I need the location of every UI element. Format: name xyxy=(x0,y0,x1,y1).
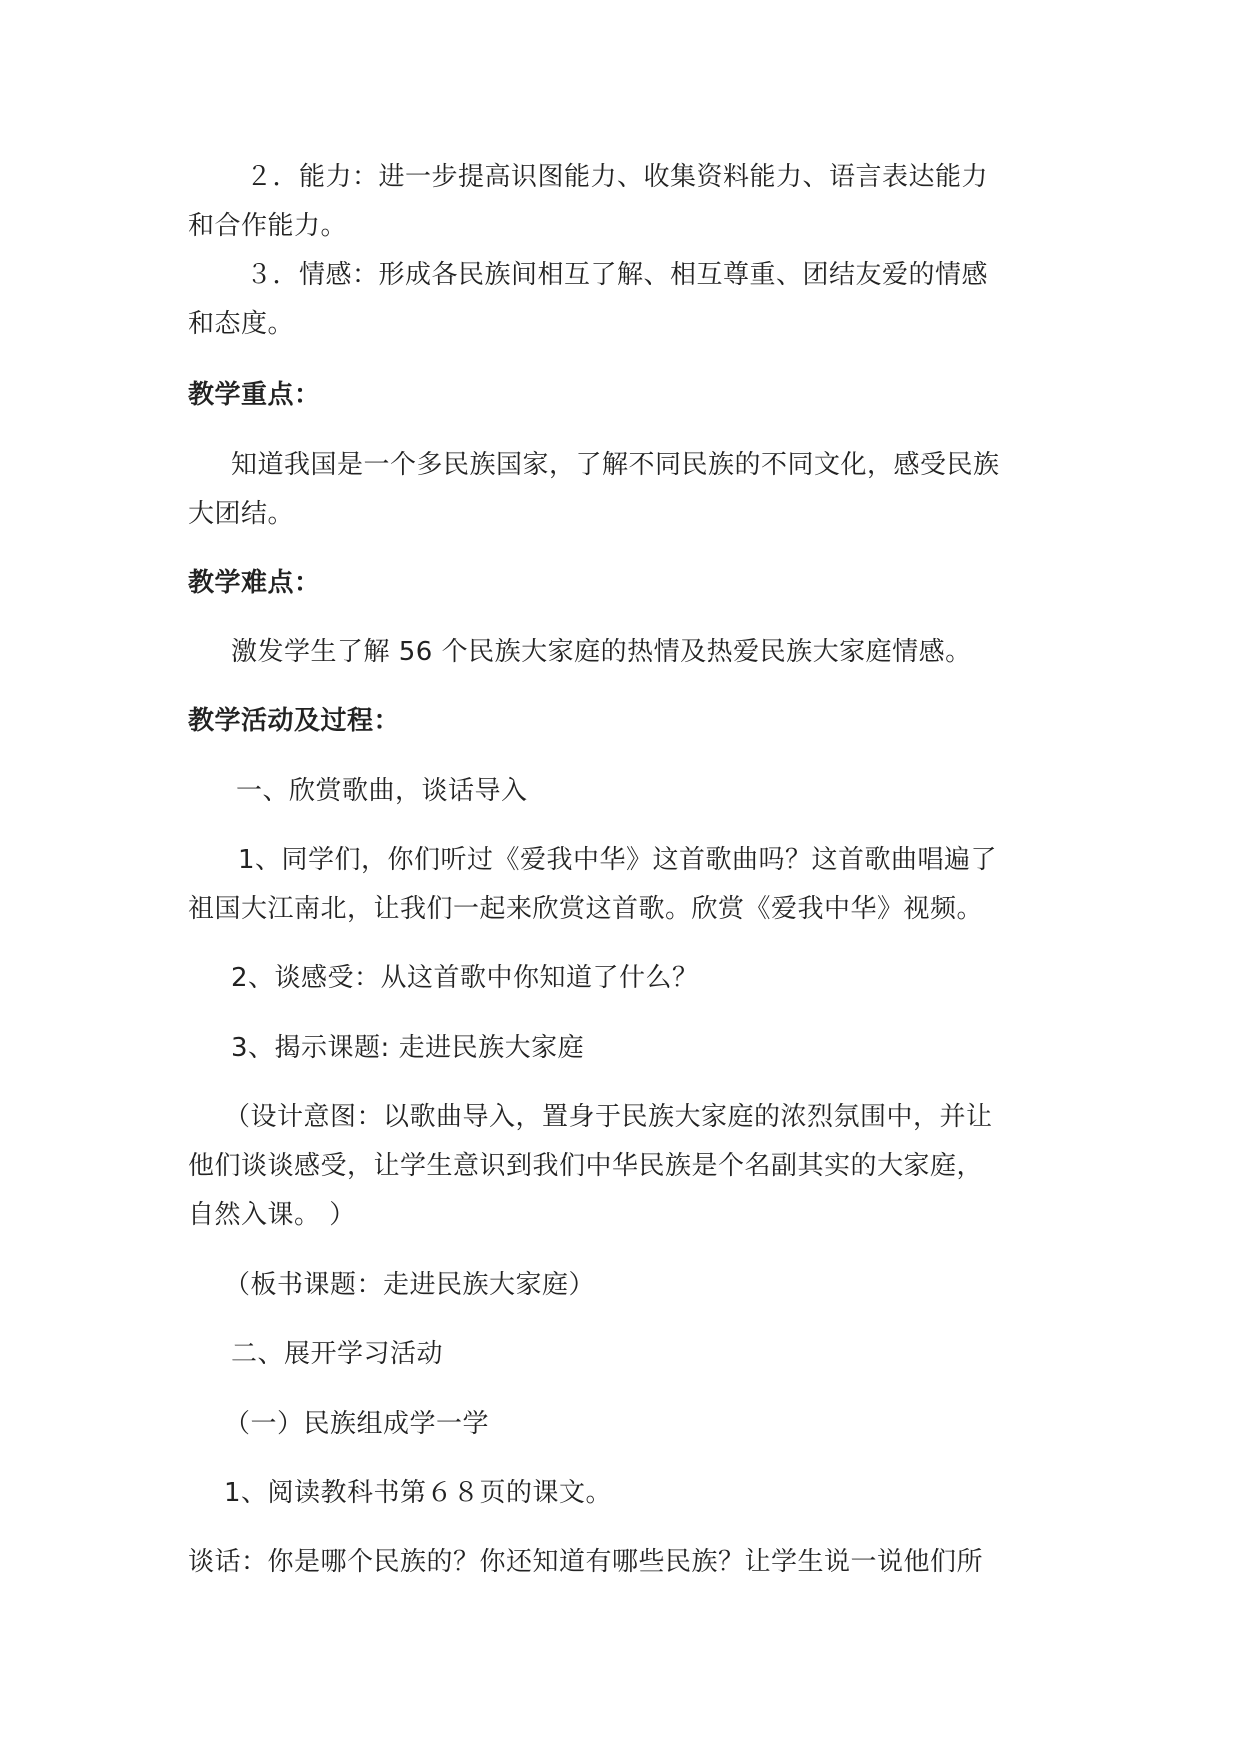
design-intent-line-1: （设计意图：以歌曲导入，置身于民族大家庭的浓烈氛围中，并让 xyxy=(224,1102,993,1132)
design-intent-line-2: 他们谈谈感受，让学生意识到我们中华民族是个名副其实的大家庭， xyxy=(188,1151,984,1181)
design-intent-line-3: 自然入课。 ） xyxy=(188,1200,356,1230)
key-points-line-2: 大团结。 xyxy=(188,499,295,529)
step-one-title: 一、欣赏歌曲，谈话导入 xyxy=(236,776,528,806)
section-one-title: （一）民族组成学一学 xyxy=(224,1409,490,1439)
board-title-note: （板书课题：走进民族大家庭） xyxy=(224,1270,596,1300)
process-heading: 教学活动及过程： xyxy=(188,706,401,736)
ability-line-2: 和合作能力。 xyxy=(188,211,348,241)
step-one-item-1-line-2: 祖国大江南北，让我们一起来欣赏这首歌。欣赏《爱我中华》视频。 xyxy=(188,894,984,924)
difficulties-line-1: 激发学生了解 56 个民族大家庭的热情及热爱民族大家庭情感。 xyxy=(231,637,972,667)
key-points-line-1: 知道我国是一个多民族国家，了解不同民族的不同文化，感受民族 xyxy=(231,450,1000,480)
step-one-item-2: 2、谈感受：从这首歌中你知道了什么？ xyxy=(231,963,699,993)
difficulties-heading: 教学难点： xyxy=(188,568,321,598)
step-two-title: 二、展开学习活动 xyxy=(231,1339,444,1369)
emotion-line-1: ３．情感：形成各民族间相互了解、相互尊重、团结友爱的情感 xyxy=(246,260,989,290)
key-points-heading: 教学重点： xyxy=(188,380,321,410)
talk-line: 谈话：你是哪个民族的？你还知道有哪些民族？让学生说一说他们所 xyxy=(188,1547,984,1577)
step-one-item-3: 3、揭示课题: 走进民族大家庭 xyxy=(231,1033,585,1063)
ability-line-1: ２．能力：进一步提高识图能力、收集资料能力、语言表达能力 xyxy=(246,162,989,192)
step-one-item-1-line-1: 1、同学们，你们听过《爱我中华》这首歌曲吗？这首歌曲唱遍了 xyxy=(238,845,998,875)
read-textbook-item: 1、阅读教科书第６８页的课文。 xyxy=(224,1478,613,1508)
emotion-line-2: 和态度。 xyxy=(188,309,295,339)
